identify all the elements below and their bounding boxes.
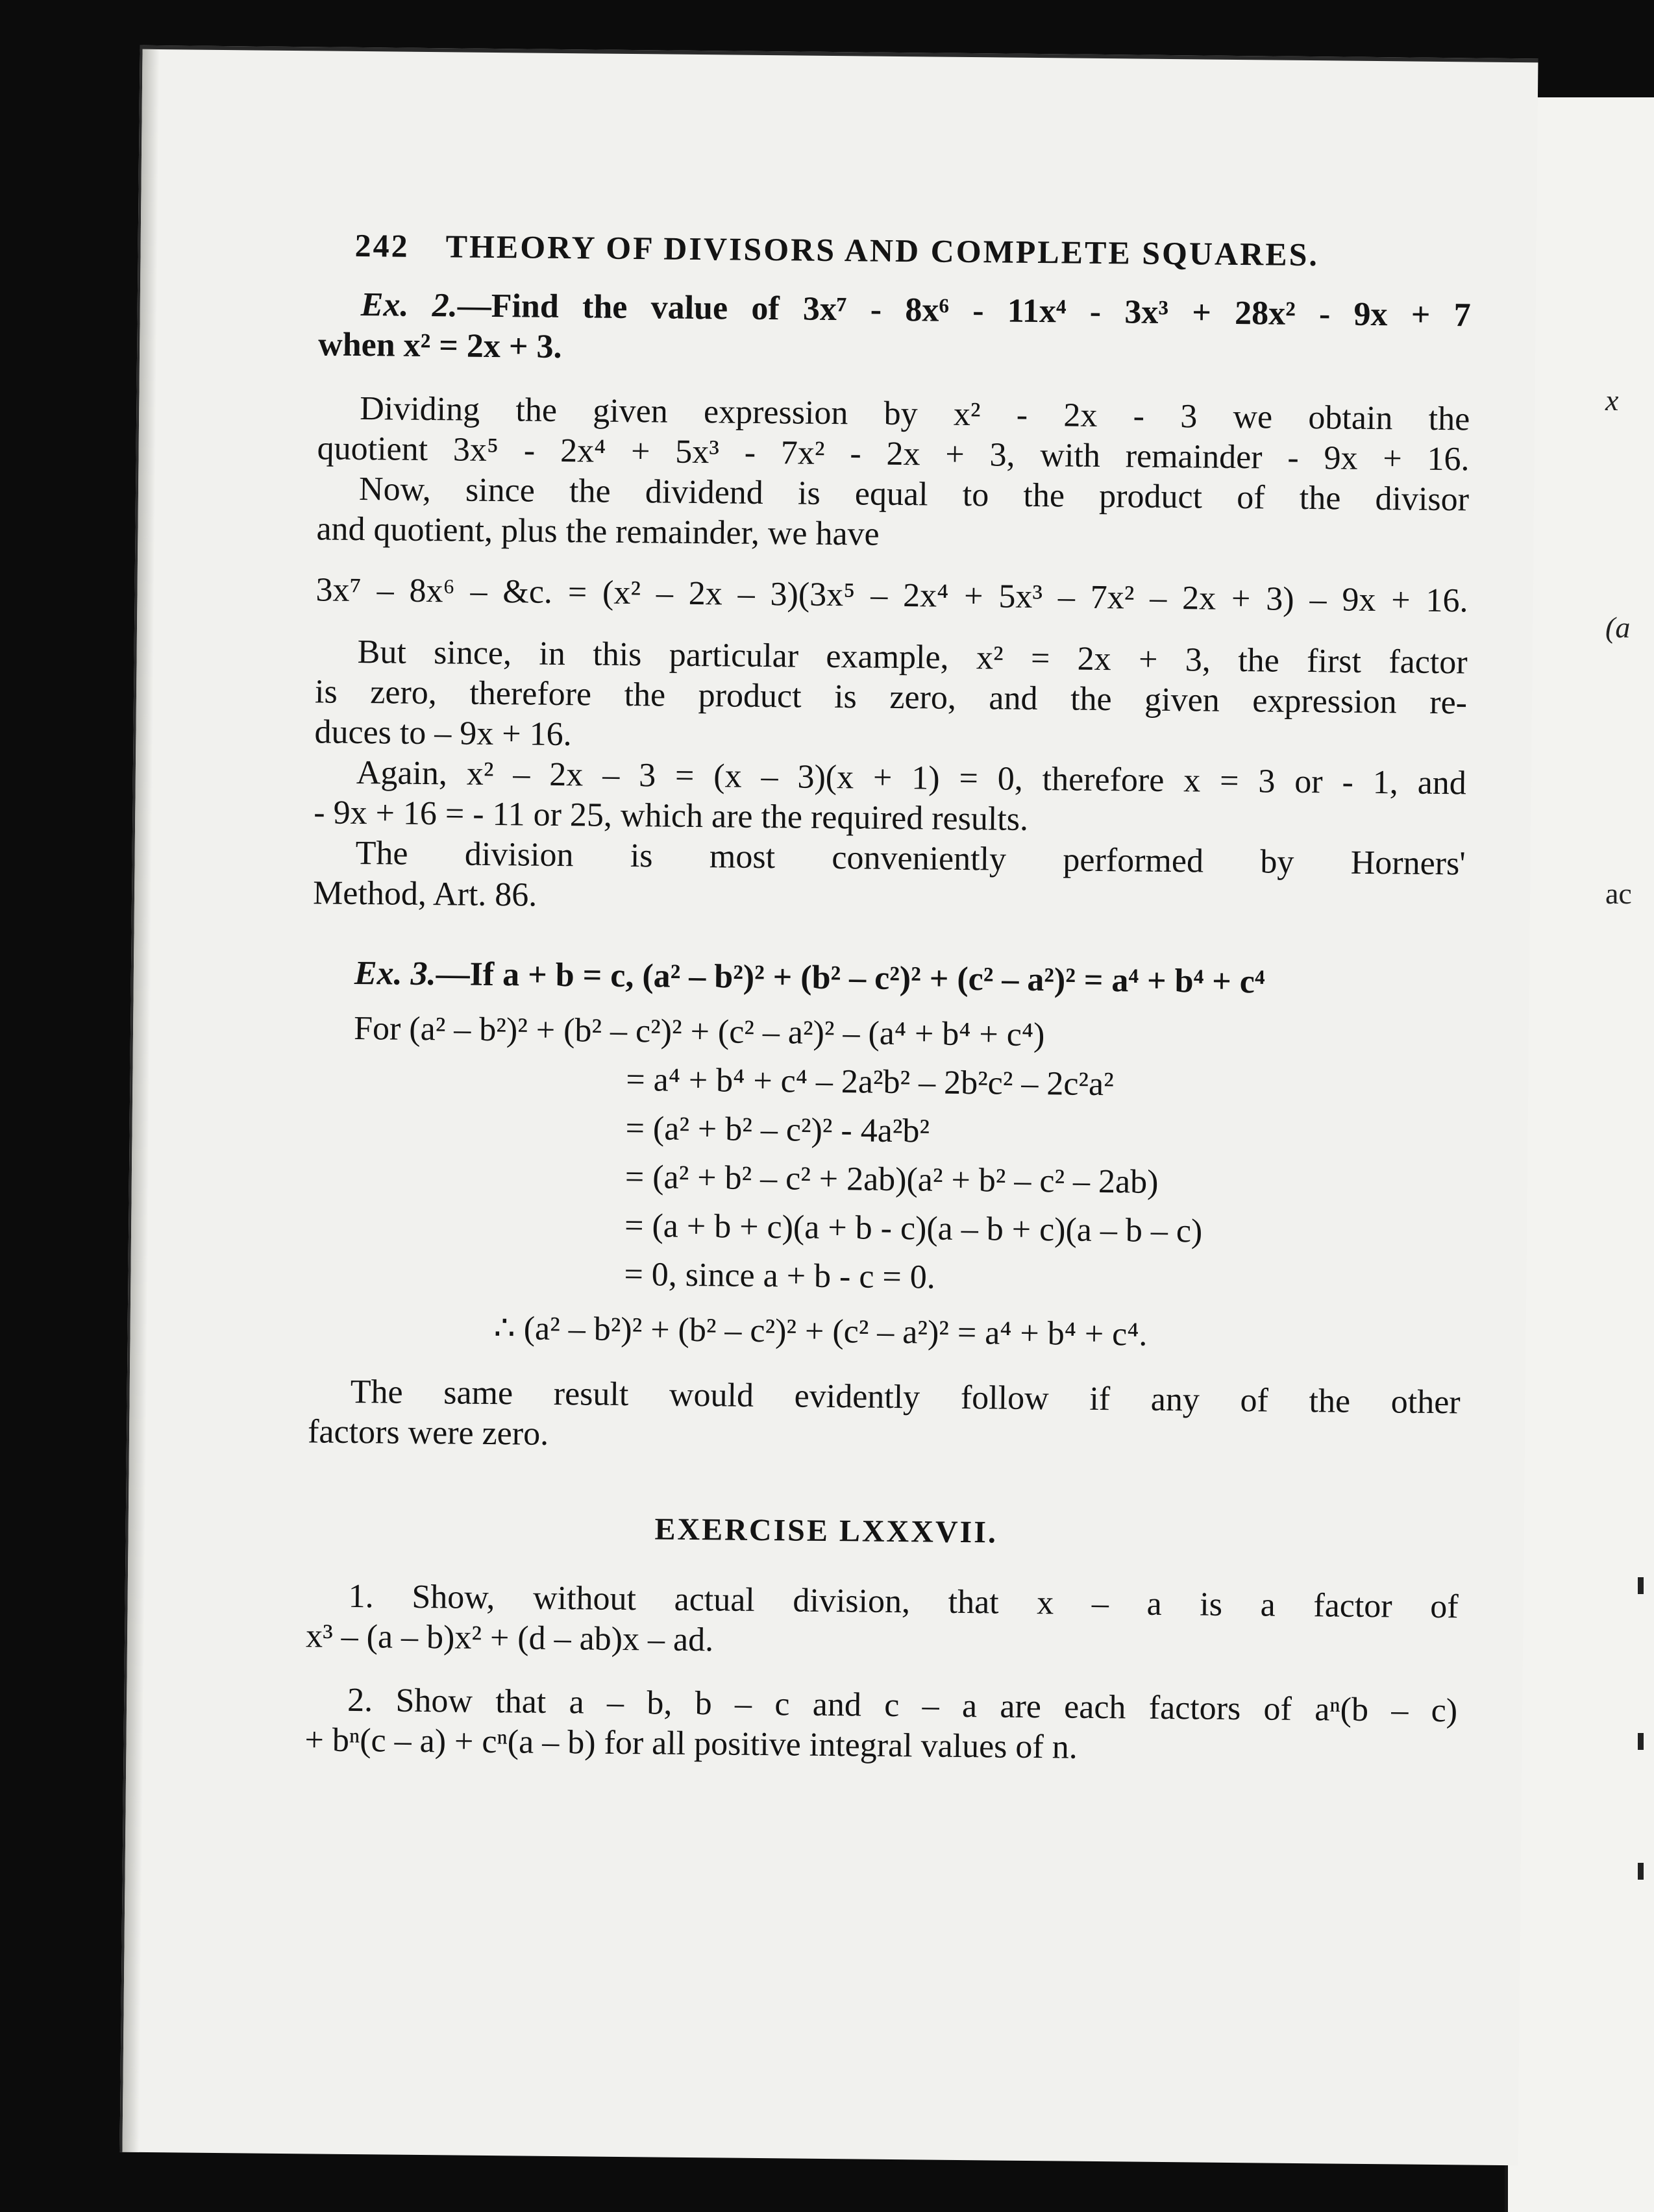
example-3-label: Ex. 3. — [354, 954, 436, 993]
exercise-question-1-line-1: 1. Show, without actual division, that x – a is a factor of — [348, 1577, 1459, 1626]
proof-line: = 0, since a + b - c = 0. — [624, 1255, 936, 1296]
exercise-heading: EXERCISE LXXXVII. — [654, 1512, 998, 1550]
exercise-question-2-line-2: + bⁿ(c – a) + cⁿ(a – b) for all positive integral values of n. — [304, 1721, 1078, 1766]
facing-fragment: ac — [1605, 877, 1632, 910]
example-3-closing-line: factors were zero. — [307, 1413, 549, 1453]
example-2-statement-line-1: —Find the value of 3x⁷ - 8x⁶ - 11x⁴ - 3x³ + 28x² - 9x + 7 — [457, 287, 1472, 334]
example-3-statement — [354, 953, 1265, 1002]
example-3-statement-text: —If a + b = c, (a² – b²)² + (b² – c²)² + (c² – a²)² = a⁴ + b⁴ + c⁴ — [436, 955, 1265, 1001]
book-page — [119, 45, 1538, 2166]
example-2-paragraph-line: and quotient, plus the remainder, we have — [316, 510, 880, 553]
page-content — [122, 49, 1538, 2165]
exercise-question-2-line-1: 2. Show that a – b, b – c and c – a are each factors of aⁿ(b – c) — [347, 1681, 1458, 1730]
example-2-paragraph-line: The division is most conveniently performed by Horners' — [355, 834, 1466, 883]
facing-page-mark — [1638, 1863, 1644, 1880]
proof-line: = (a² + b² – c² + 2ab)(a² + b² – c² – 2ab) — [624, 1158, 1159, 1201]
running-head — [354, 227, 1319, 273]
example-2-equation: 3x⁷ – 8x⁶ – &c. = (x² – 2x – 3)(3x⁵ – 2x⁴ + 5x³ – 7x² – 2x + 3) – 9x + 16. — [315, 571, 1468, 620]
facing-fragment: x — [1605, 384, 1619, 417]
example-2-statement-line-2: when x² = 2x + 3. — [317, 326, 562, 365]
example-2-paragraph-line: Method, Art. 86. — [312, 874, 537, 914]
example-2-paragraph-line: - 9x + 16 = - 11 or 25, which are the required results. — [314, 794, 1029, 838]
example-2-label: Ex. 2. — [360, 286, 458, 325]
example-2-paragraph-line: quotient 3x⁵ - 2x⁴ + 5x³ - 7x² - 2x + 3, with remainder - 9x + 16. — [317, 430, 1470, 478]
example-2-paragraph-line: But since, in this particular example, x² = 2x + 3, the first factor — [357, 633, 1468, 682]
proof-line: For (a² – b²)² + (b² – c²)² + (c² – a²)² – (a⁴ + b⁴ + c⁴) — [353, 1009, 1045, 1054]
proof-line: = (a² + b² – c²)² - 4a²b² — [625, 1109, 930, 1150]
example-2-paragraph-line: Dividing the given expression by x² - 2x - 3 we obtain the — [359, 390, 1470, 438]
proof-line: = a⁴ + b⁴ + c⁴ – 2a²b² – 2b²c² – 2c²a² — [626, 1061, 1114, 1103]
example-2-paragraph-line: is zero, therefore the product is zero, and the given expression re- — [314, 673, 1468, 722]
example-2-paragraph-line: duces to – 9x + 16. — [314, 713, 572, 754]
proof-line: = (a + b + c)(a + b - c)(a – b + c)(a – b – c) — [624, 1207, 1203, 1250]
exercise-question-1-line-2: x³ – (a – b)x² + (d – ab)x – ad. — [305, 1617, 714, 1659]
facing-page-mark — [1638, 1733, 1644, 1750]
facing-page-mark — [1638, 1577, 1644, 1594]
facing-fragment: (a — [1605, 611, 1631, 644]
example-2-paragraph-line: Again, x² – 2x – 3 = (x – 3)(x + 1) = 0, therefore x = 3 or - 1, and — [356, 754, 1467, 802]
proof-conclusion: ∴ (a² – b²)² + (b² – c²)² + (c² – a²)² = a⁴ + b⁴ + c⁴. — [493, 1310, 1148, 1353]
example-2-paragraph-line: Now, since the dividend is equal to the product of the divisor — [358, 471, 1470, 519]
example-3-closing-line: The same result would evidently follow if any of the other — [350, 1373, 1461, 1421]
page-number: 242 — [354, 227, 410, 264]
running-head-title: THEORY OF DIVISORS AND COMPLETE SQUARES. — [445, 228, 1320, 273]
